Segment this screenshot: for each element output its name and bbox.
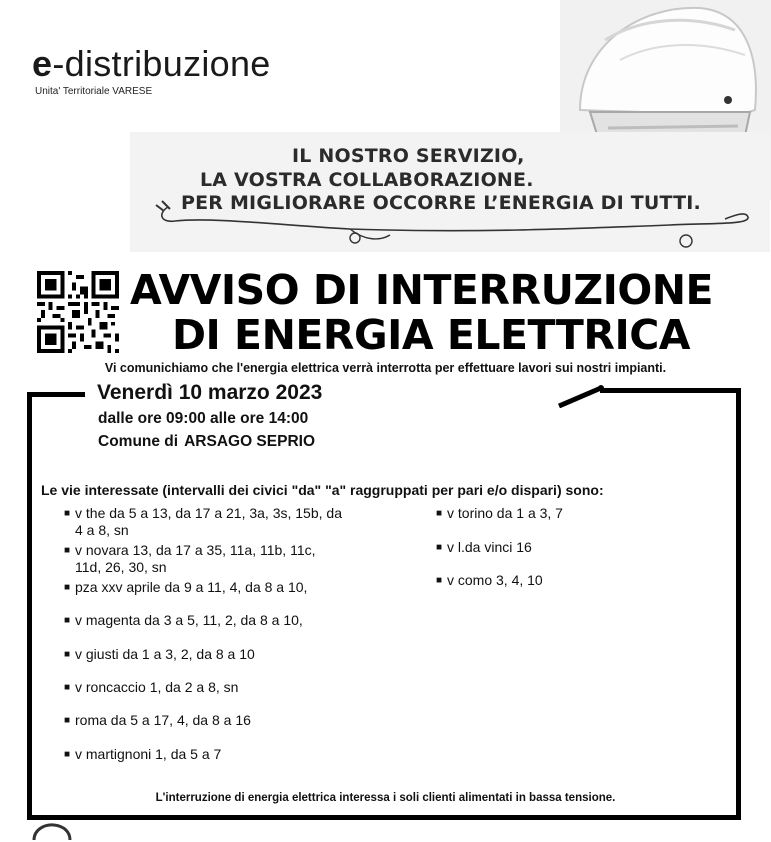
frame-border-top-right xyxy=(600,388,741,393)
brand-logo xyxy=(32,43,271,84)
bullet-icon: ■ xyxy=(64,682,71,693)
list-item: ■ pza xxv aprile da 9 a 11, 4, da 8 a 10, xyxy=(64,579,308,595)
bullet-icon: ■ xyxy=(436,575,443,586)
pen-marker-icon xyxy=(555,384,607,408)
list-item: ■ v martignoni 1, da 5 a 7 xyxy=(64,746,222,762)
comune-name: ARSAGO SEPRIO xyxy=(184,433,316,450)
bullet-icon: ■ xyxy=(64,615,71,626)
bullet-icon: ■ xyxy=(64,582,71,593)
slogan-line-1: IL NOSTRO SERVIZIO, xyxy=(292,145,525,167)
slogan-line-3: PER MIGLIORARE OCCORRE L’ENERGIA DI TUTTI. xyxy=(181,192,701,214)
list-item: ■ v giusti da 1 a 3, 2, da 8 a 10 xyxy=(64,646,255,662)
unit-label: Unita' Territoriale VARESE xyxy=(35,86,153,97)
title-line-2: DI ENERGIA ELETTRICA xyxy=(172,311,691,359)
list-item: ■ roma da 5 a 17, 4, da 8 a 16 xyxy=(64,712,251,728)
comune-label: Comune di xyxy=(98,433,179,450)
cable-plug-icon xyxy=(150,195,760,255)
frame-border-bottom xyxy=(27,815,741,820)
notice-hours: dalle ore 09:00 alle ore 14:00 xyxy=(98,410,309,427)
slogan-line-2: LA VOSTRA COLLABORAZIONE. xyxy=(200,169,534,191)
list-item: ■ v como 3, 4, 10 xyxy=(436,572,543,588)
frame-border-left xyxy=(27,392,32,820)
list-item: ■ v novara 13, da 17 a 35, 11a, 11b, 11c, 11d, 26, 30, sn xyxy=(64,542,316,575)
bullet-icon: ■ xyxy=(436,542,443,553)
title-line-1: AVVISO DI INTERRUZIONE xyxy=(130,266,714,314)
list-item: ■ v the da 5 a 13, da 17 a 21, 3a, 3s, 15b, da 4 a 8, sn xyxy=(64,505,342,538)
bullet-icon: ■ xyxy=(64,715,71,726)
bullet-icon: ■ xyxy=(64,649,71,660)
frame-border-right xyxy=(736,388,741,820)
notice-comune xyxy=(98,433,315,451)
list-item: ■ v roncaccio 1, da 2 a 8, sn xyxy=(64,679,239,695)
brand-prefix: e xyxy=(32,43,53,84)
list-item: ■ v torino da 1 a 3, 7 xyxy=(436,505,563,521)
bullet-icon: ■ xyxy=(436,508,443,519)
frame-border-top-left xyxy=(27,392,85,397)
bullet-icon: ■ xyxy=(64,749,71,760)
notice-date: Venerdì 10 marzo 2023 xyxy=(97,381,323,404)
bullet-icon: ■ xyxy=(64,545,71,556)
streets-intro: Le vie interessate (intervalli dei civici "da" "a" raggruppati per pari e/o dispari) sono: xyxy=(41,482,604,498)
brand-name: -distribuzione xyxy=(52,43,271,84)
e-logo-icon xyxy=(30,822,74,842)
list-item: ■ v l.da vinci 16 xyxy=(436,539,532,555)
qr-code-icon xyxy=(37,271,119,353)
footer-note: L'interruzione di energia elettrica interessa i soli clienti alimentati in bassa tensione. xyxy=(155,792,616,804)
intro-text: Vi comunichiamo che l'energia elettrica verrà interrotta per effettuare lavori sui nostri impianti. xyxy=(104,361,667,375)
bullet-icon: ■ xyxy=(64,508,71,519)
list-item: ■ v magenta da 3 a 5, 11, 2, da 8 a 10, xyxy=(64,612,303,628)
